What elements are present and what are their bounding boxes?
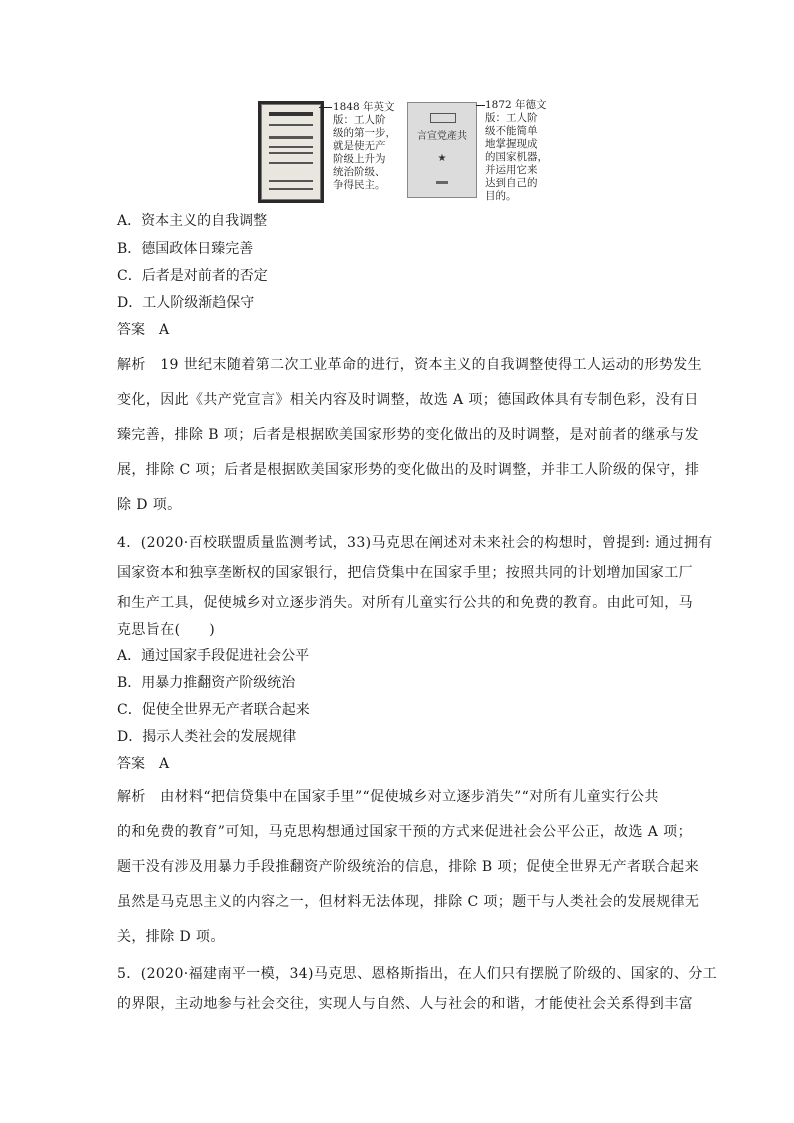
q3-analysis-line: 除 D 项。 [117,497,182,513]
q3-analysis-line: 臻完善，排除 B 项；后者是根据欧美国家形势的变化做出的及时调整，是对前者的继承与发 [117,427,699,443]
q3-analysis-line: 展，排除 C 项；后者是根据欧美国家形势的变化做出的及时调整，并非工人阶级的保守，排 [117,462,700,478]
q4-answer: 答案 A [117,756,170,772]
q5-stem-line: 5．(2020·福建南平一模，34)马克思、恩格斯指出，在人们只有摆脱了阶级的、国家的、分工 [117,966,718,982]
q3-analysis-line: 解析 19 世纪末随着第二次工业革命的进行，资本主义的自我调整使得工人运动的形势发生 [117,357,703,373]
q4-option-b: B．用暴力推翻资产阶级统治 [117,675,296,691]
q4-option-c: C．促使全世界无产者联合起来 [117,702,310,718]
q4-stem-line: 和生产工具，促使城乡对立逐步消失。对所有儿童实行公共的和免费的教育。由此可知，马 [117,595,693,611]
q3-option-d: D．工人阶级渐趋保守 [117,295,255,311]
english-edition-cover-image [258,101,324,203]
q3-option-a: A．资本主义的自我调整 [117,213,268,229]
caption-arrow [476,105,485,106]
star-icon: ★ [437,153,447,164]
q4-analysis-line: 题干没有涉及用暴力手段推翻资产阶级统治的信息，排除 B 项；促使全世界无产者联合起来 [117,859,699,875]
q4-stem-line: 国家资本和独享垄断权的国家银行，把信贷集中在国家手里；按照共同的计划增加国家工厂 [117,565,693,581]
q4-analysis-line: 解析 由材料“把信贷集中在国家手里”“促使城乡对立逐步消失”“对所有儿童实行公共 [117,789,659,805]
q3-option-b: B．德国政体日臻完善 [117,241,254,257]
q4-stem-line: 克思旨在( ) [117,622,216,638]
q4-option-a: A．通过国家手段促进社会公平 [117,648,310,664]
q4-option-d: D．揭示人类社会的发展规律 [117,729,297,745]
q4-analysis-line: 虽然是马克思主义的内容之一，但材料无法体现，排除 C 项；题干与人类社会的发展规律无 [117,894,700,910]
german-edition-cover-image [407,102,477,198]
q3-analysis-line: 变化，因此《共产党宣言》相关内容及时调整，故选 A 项；德国政体具有专制色彩，没有日 [117,392,699,408]
manifesto-figure [255,98,555,202]
q4-stem-line: 4．(2020·百校联盟质量监测考试，33)马克思在阐述对未来社会的构想时，曾提到: 通过拥有 [117,535,713,551]
q3-answer: 答案 A [117,322,170,338]
q4-analysis-line: 关，排除 D 项。 [117,929,225,945]
q3-option-c: C．后者是对前者的否定 [117,268,268,284]
q4-analysis-line: 的和免费的教育”可知，马克思构想通过国家干预的方式来促进社会公平公正，故选 A 项； [117,824,692,840]
q5-stem-line: 的界限，主动地参与社会交往，实现人与自然、人与社会的和谐，才能使社会关系得到丰富 [117,996,693,1012]
english-edition-caption: 1848 年英文 版：工人阶 级的第一步， 就是使无产 阶级上升为 统治阶级、 争得民主。 [333,101,396,191]
caption-arrow [319,107,332,108]
book-cover-title: 言宣党產共 [417,131,467,142]
german-edition-caption: 1872 年德文 版：工人阶 级不能简单 地掌握现成 的国家机器， 并运用它来 达到自己的 目的。 [485,99,548,202]
